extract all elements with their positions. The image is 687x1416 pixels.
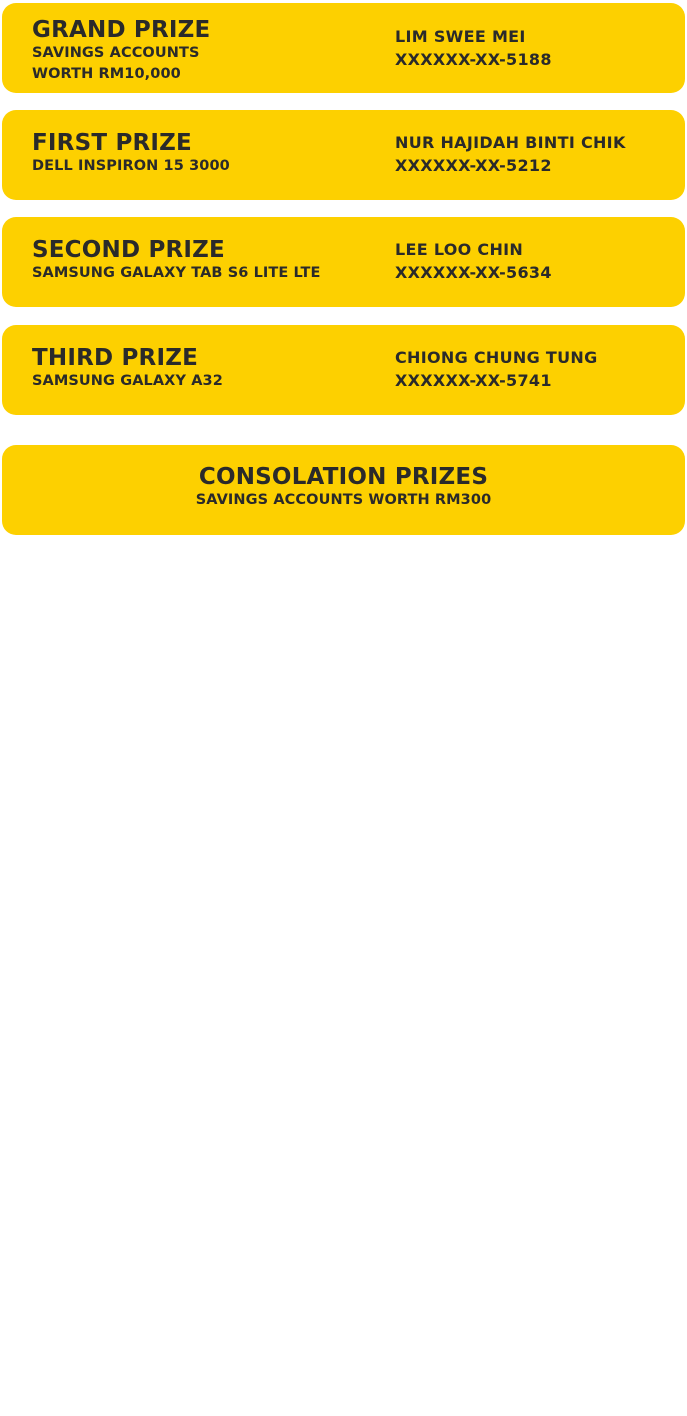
winner-info [395, 346, 680, 392]
grand-prize-card [2, 3, 685, 93]
winner-name: LEE LOO CHIN [395, 240, 524, 259]
winner-name: LIM SWEE MEI [395, 27, 526, 46]
consolation-prizes-card [2, 445, 685, 535]
winner-ic-number: XXXXXX-XX-5188 [395, 50, 552, 69]
prize-title: CONSOLATION PRIZES [198, 464, 489, 490]
prize-description: SAMSUNG GALAXY TAB S6 LITE LTE [32, 265, 321, 281]
winner-ic-number: XXXXXX-XX-5741 [395, 371, 552, 390]
prize-description: SAMSUNG GALAXY A32 [32, 373, 223, 389]
winner-name: NUR HAJIDAH BINTI CHIK [395, 133, 626, 152]
first-prize-card [2, 110, 685, 200]
prize-info [32, 17, 382, 85]
prize-title: SECOND PRIZE [32, 237, 225, 263]
prize-description: SAVINGS ACCOUNTS WORTH RM300 [195, 492, 492, 508]
winner-ic-number: XXXXXX-XX-5212 [395, 156, 552, 175]
winner-name: CHIONG CHUNG TUNG [395, 348, 598, 367]
prize-description: SAVINGS ACCOUNTS WORTH RM10,000 [32, 45, 200, 82]
winner-ic-number: XXXXXX-XX-5634 [395, 263, 552, 282]
prize-info [32, 345, 382, 392]
winner-info [395, 238, 680, 284]
third-prize-card [2, 325, 685, 415]
prize-description: DELL INSPIRON 15 3000 [32, 158, 230, 174]
second-prize-card [2, 217, 685, 307]
prize-title: GRAND PRIZE [32, 17, 211, 43]
winner-info [395, 25, 680, 71]
prize-info [32, 130, 382, 177]
consolation-info [2, 464, 685, 511]
winner-info [395, 131, 680, 177]
prize-title: THIRD PRIZE [32, 345, 199, 371]
prize-title: FIRST PRIZE [32, 130, 192, 156]
prize-info [32, 237, 382, 284]
